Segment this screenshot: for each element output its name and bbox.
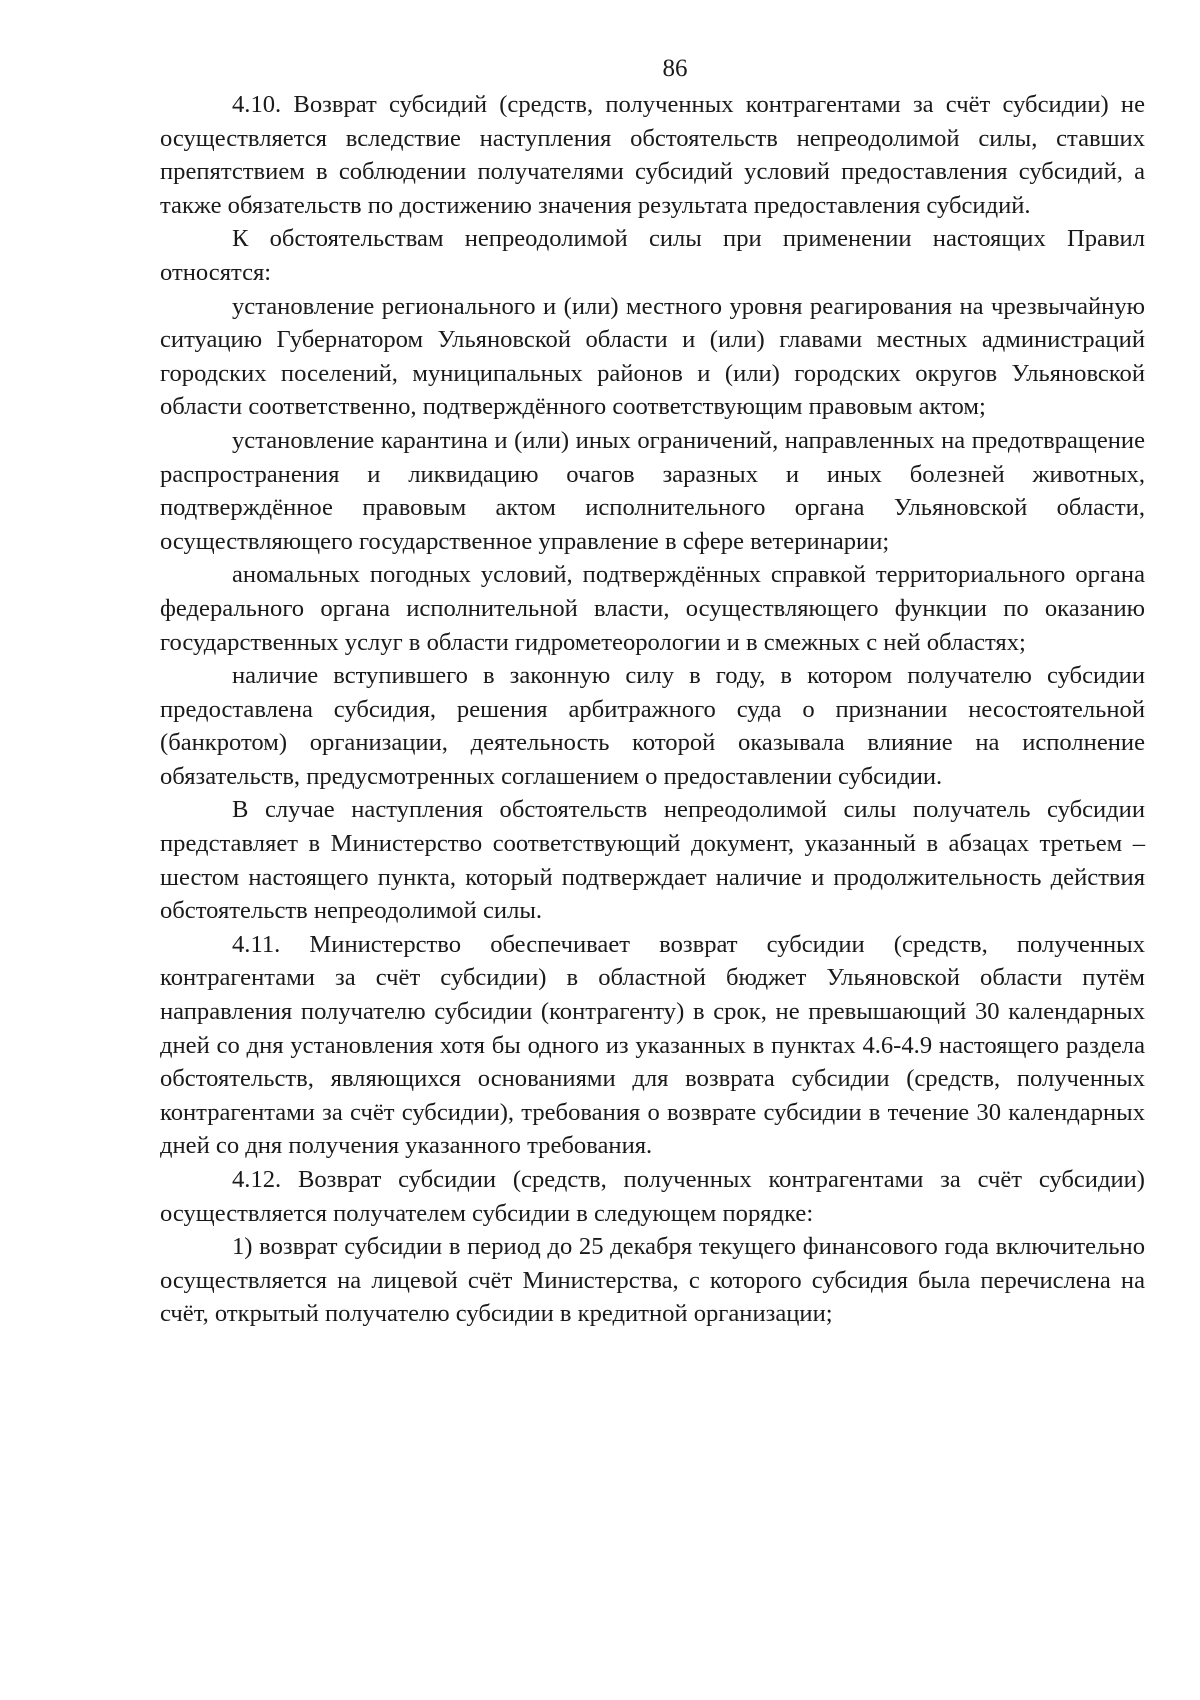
paragraph-bankruptcy: наличие вступившего в законную силу в году, в котором получателю субсидии предоставлена субсидия, решения арбитражного суда о признании несостоятельной (банкротом) организации, деятельность которой оказывала влияние на исполнение обязательств, предусмотренных соглашением о предоставлении субсидии. [160, 662, 1145, 790]
paragraph-4-12: 4.12. Возврат субсидии (средств, полученных контрагентами за счёт субсидии) осуществляется получателем субсидии в следующем порядке: [160, 1166, 1145, 1227]
page-number: 86 [662, 55, 688, 82]
paragraph-4-10: 4.10. Возврат субсидий (средств, полученных контрагентами за счёт субсидии) не осуществляется вследствие наступления обстоятельств непреодолимой силы, ставших препятствием в соблюдении получателями субсидий условий предоставления субсидий, а также обязательств по достижению значения результата предоставления субсидий. [160, 91, 1145, 219]
paragraph-emergency-response: установление регионального и (или) местного уровня реагирования на чрезвычайную ситуацию Губернатором Ульяновской области и (или) главами местных администраций городских поселений, муниципальных районов и (или) городских округов Ульяновской области соответственно, подтверждённого соответствующим правовым актом; [160, 292, 1145, 421]
paragraph-4-11: 4.11. Министерство обеспечивает возврат субсидии (средств, полученных контрагентами за счёт субсидии) в областной бюджет Ульяновской области путём направления получателю субсидии (контрагенту) в срок, не превышающий 30 календарных дней со дня установления хотя бы одного из указанных в пунктах 4.6-4.9 настоящего раздела обстоятельств, являющихся основаниями для возврата субсидии (средств, полученных контрагентами за счёт субсидии), требования о возврате субсидии в течение 30 календарных дней со дня получения указанного требования. [160, 930, 1145, 1160]
paragraph-weather-conditions: аномальных погодных условий, подтверждённых справкой территориального органа федерального органа исполнительной власти, осуществляющего функции по оказанию государственных услуг в области гидрометеорологии и в смежных с ней областях; [160, 561, 1145, 656]
paragraph-quarantine: установление карантина и (или) иных ограничений, направленных на предотвращение распространения и ликвидацию очагов заразных и иных болезней животных, подтверждённое правовым актом исполнительного органа Ульяновской области, осуществляющего государственное управление в сфере ветеринарии; [160, 426, 1145, 555]
paragraph-document-submission: В случае наступления обстоятельств непреодолимой силы получатель субсидии представляет в Министерство соответствующий документ, указанный в абзацах третьем – шестом настоящего пункта, который подтверждает наличие и продолжительность действия обстоятельств непреодолимой силы. [160, 796, 1145, 925]
document-page [160, 52, 1145, 1331]
paragraph-4-12-item-1: 1) возврат субсидии в период до 25 декабря текущего финансового года включительно осуществляется на лицевой счёт Министерства, с которого субсидия была перечислена на счёт, открытый получателю субсидии в кредитной организации; [160, 1233, 1145, 1328]
paragraph-force-majeure-intro: К обстоятельствам непреодолимой силы при применении настоящих Правил относятся: [160, 225, 1145, 286]
